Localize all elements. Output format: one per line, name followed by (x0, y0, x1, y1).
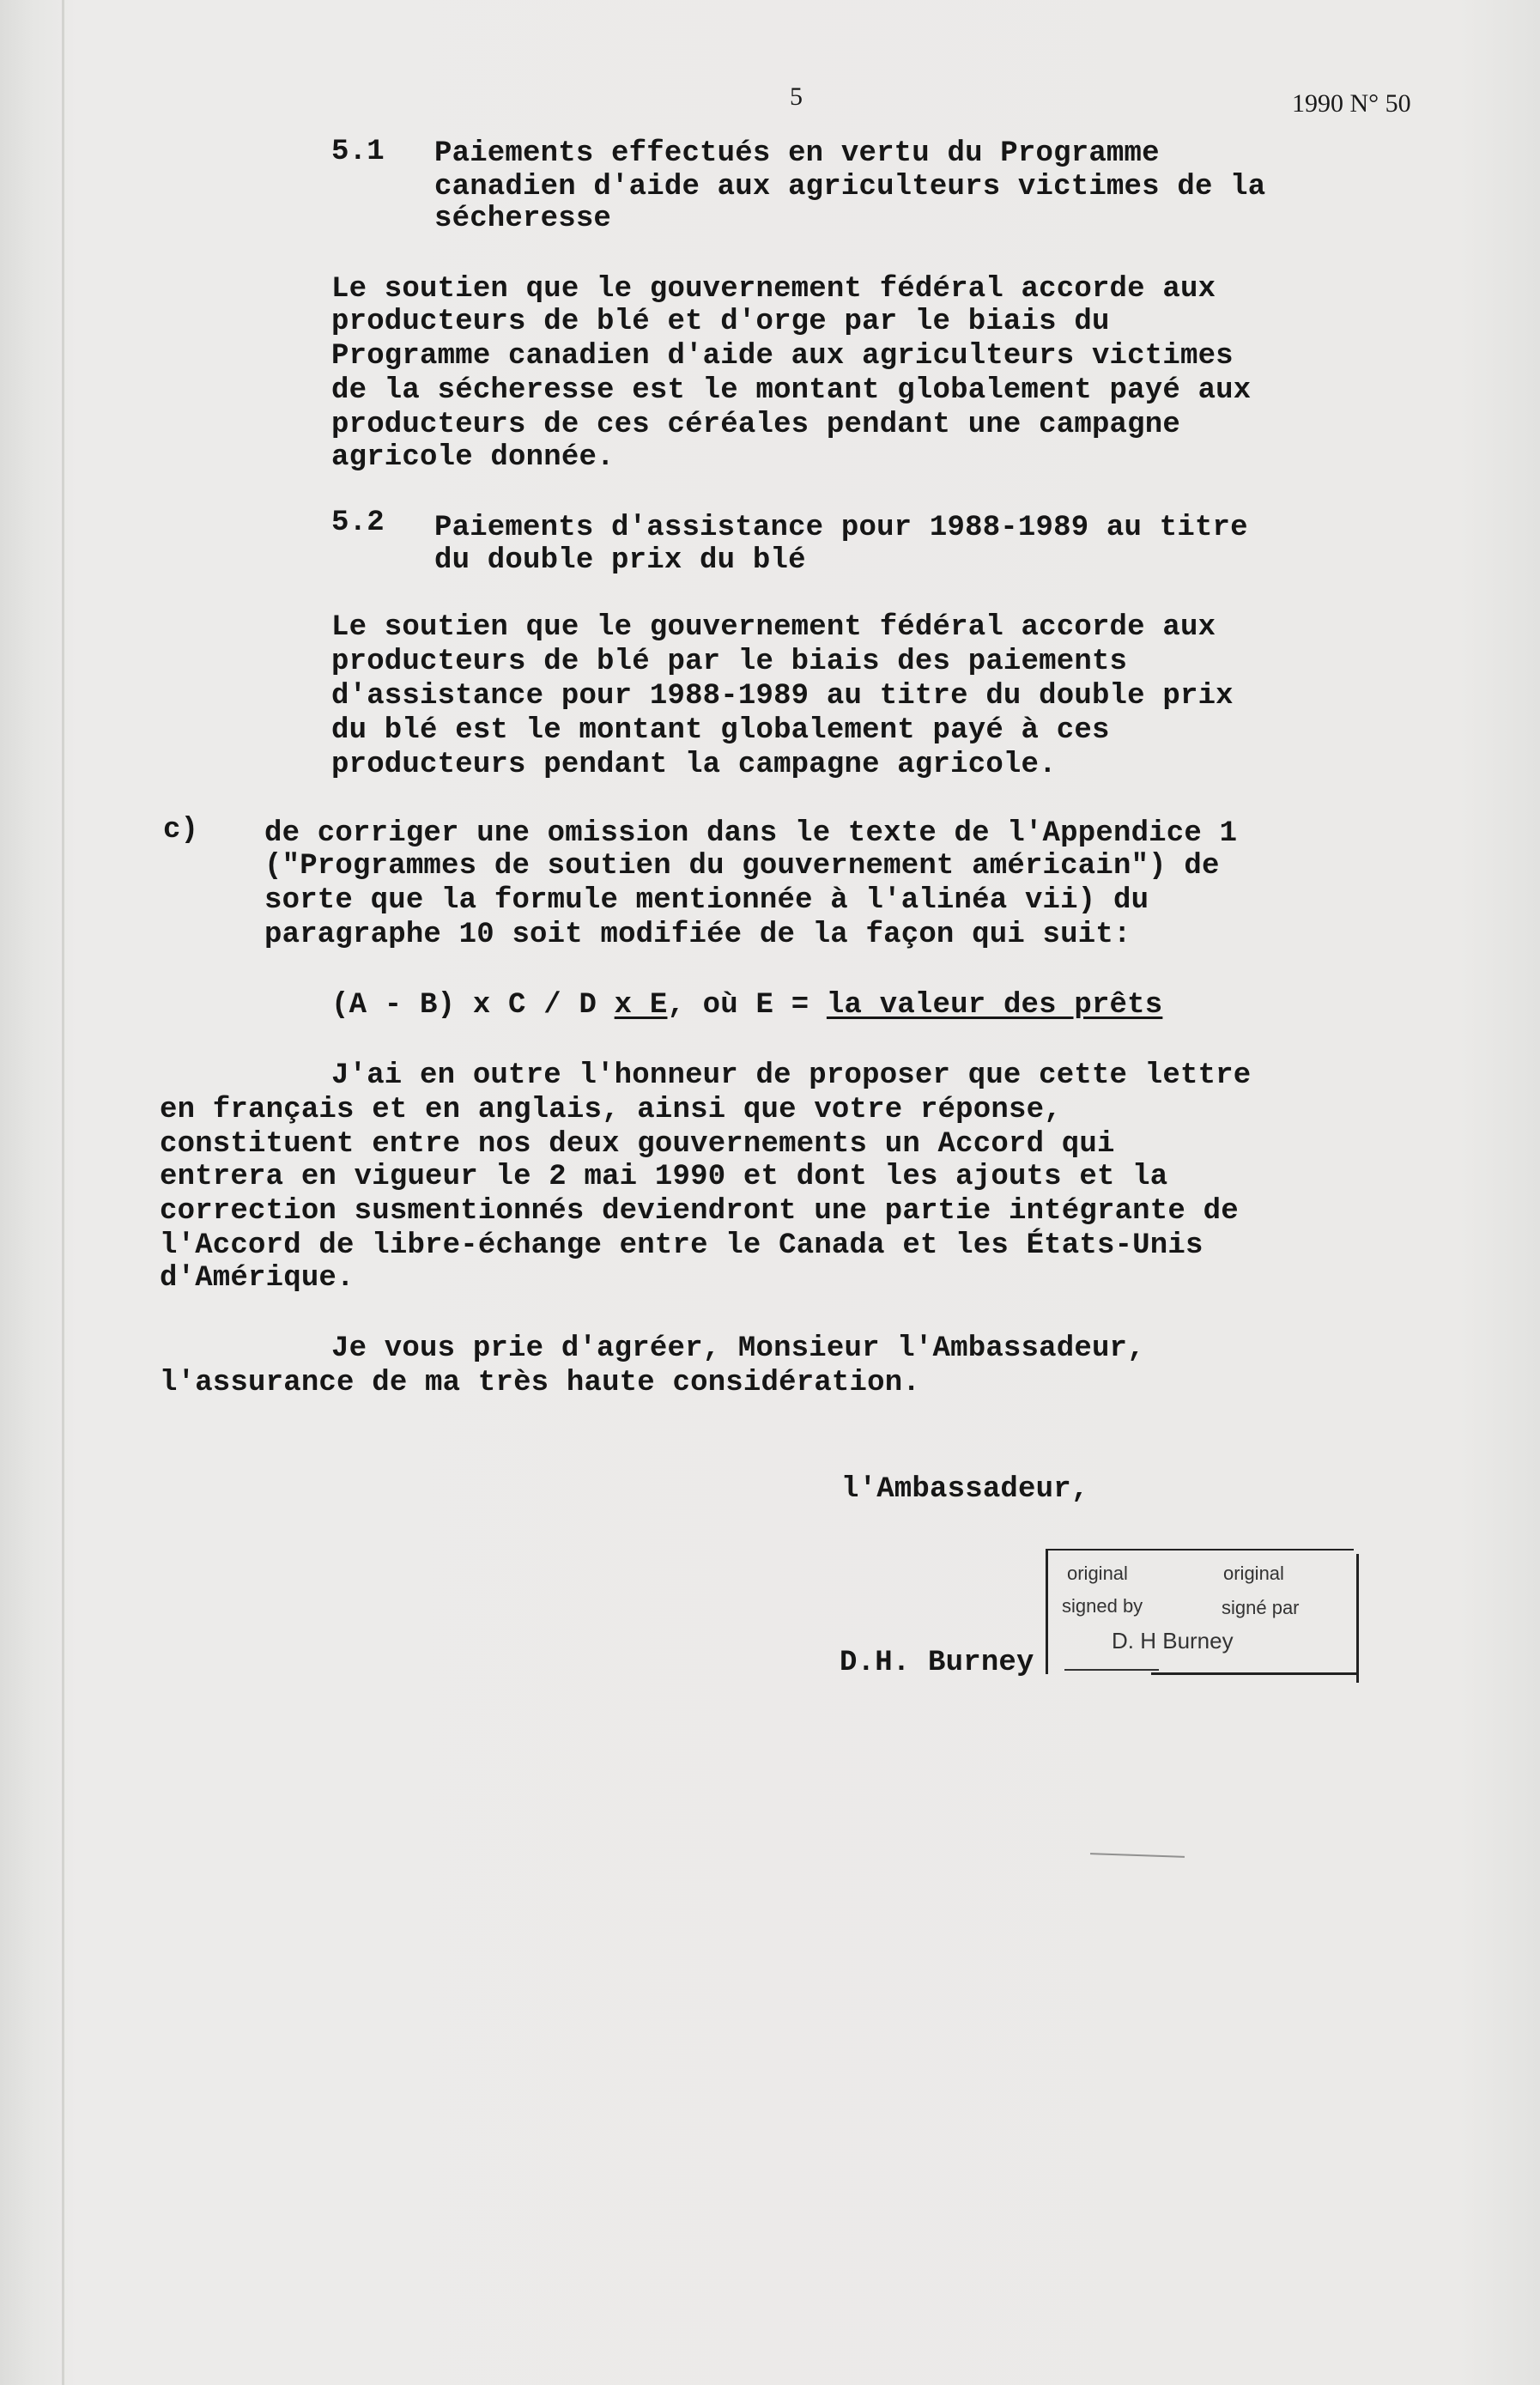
stamp-border (1151, 1672, 1357, 1675)
salutation-line: Je vous prie d'agréer, Monsieur l'Ambassadeur, (331, 1332, 1145, 1365)
section-5-2-body-line: producteurs pendant la campagne agricole. (331, 749, 1057, 781)
section-5-1-body-line: agricole donnée. (331, 441, 615, 474)
formula (331, 989, 1162, 1023)
section-5-2-body-line: Le soutien que le gouvernement fédéral accorde aux (331, 611, 1216, 644)
formula-part: (A - B) x C / D (331, 989, 615, 1022)
stamp-text: original (1067, 1563, 1128, 1584)
signature-name: D.H. Burney (840, 1647, 1034, 1679)
page-fold-shadow (62, 0, 64, 2385)
formula-underlined-definition: la valeur des prêts (826, 989, 1163, 1022)
section-5-1-body-line: producteurs de ces céréales pendant une campagne (331, 409, 1180, 441)
item-c-label: c) (163, 814, 199, 847)
closing-line: l'Accord de libre-échange entre le Canada et les États-Unis (160, 1229, 1204, 1262)
issue-reference: 1990 N° 50 (1292, 89, 1411, 118)
item-c-line: sorte que la formule mentionnée à l'alinéa vii) du (264, 884, 1149, 917)
section-5-2-body-line: du blé est le montant globalement payé à ces (331, 714, 1110, 747)
formula-underlined-term: x E (614, 989, 668, 1022)
pen-mark (1090, 1853, 1185, 1858)
original-signed-stamp (1046, 1549, 1354, 1674)
stamp-text: signé par (1222, 1597, 1300, 1618)
section-5-1-body-line: de la sécheresse est le montant globalement payé aux (331, 374, 1252, 407)
signature-title: l'Ambassadeur, (841, 1473, 1089, 1506)
section-5-1-title-line: Paiements effectués en vertu du Programme (434, 137, 1160, 170)
closing-line: J'ai en outre l'honneur de proposer que cette lettre (331, 1059, 1252, 1092)
item-c-line: ("Programmes de soutien du gouvernement américain") de (264, 850, 1220, 883)
section-5-1-body-line: producteurs de blé et d'orge par le biais du (331, 306, 1110, 338)
section-5-1-title-line: canadien d'aide aux agriculteurs victimes de la (434, 171, 1266, 203)
closing-line: en français et en anglais, ainsi que votre réponse, (160, 1094, 1062, 1126)
stamp-text: original (1223, 1563, 1284, 1584)
item-c-line: de corriger une omission dans le texte de l'Appendice 1 (264, 817, 1238, 850)
formula-part: , où E = (667, 989, 827, 1022)
section-5-2-title-line: du double prix du blé (434, 544, 806, 577)
stamp-border (1356, 1554, 1359, 1683)
section-5-1-number: 5.1 (331, 136, 385, 168)
section-5-2-title-line: Paiements d'assistance pour 1988-1989 au titre (434, 512, 1248, 544)
closing-line: constituent entre nos deux gouvernements un Accord qui (160, 1128, 1115, 1161)
section-5-1-body-line: Programme canadien d'aide aux agriculteurs victimes (331, 340, 1234, 373)
stamp-name: D. H Burney (1112, 1628, 1234, 1654)
section-5-2-body-line: producteurs de blé par le biais des paiements (331, 646, 1128, 678)
page-number: 5 (790, 82, 803, 111)
closing-line: entrera en vigueur le 2 mai 1990 et dont les ajouts et la (160, 1161, 1168, 1193)
item-c-line: paragraphe 10 soit modifiée de la façon qui suit: (264, 919, 1131, 951)
signature-underline (1064, 1669, 1159, 1671)
section-5-2-body-line: d'assistance pour 1988-1989 au titre du double prix (331, 680, 1234, 713)
stamp-text: signed by (1062, 1595, 1143, 1617)
closing-line: d'Amérique. (160, 1262, 355, 1295)
salutation-line: l'assurance de ma très haute considération. (160, 1367, 920, 1399)
section-5-1-body-line: Le soutien que le gouvernement fédéral accorde aux (331, 273, 1216, 306)
section-5-1-title-line: sécheresse (434, 203, 612, 235)
section-5-2-number: 5.2 (331, 507, 385, 539)
closing-line: correction susmentionnés deviendront une partie intégrante de (160, 1195, 1239, 1228)
